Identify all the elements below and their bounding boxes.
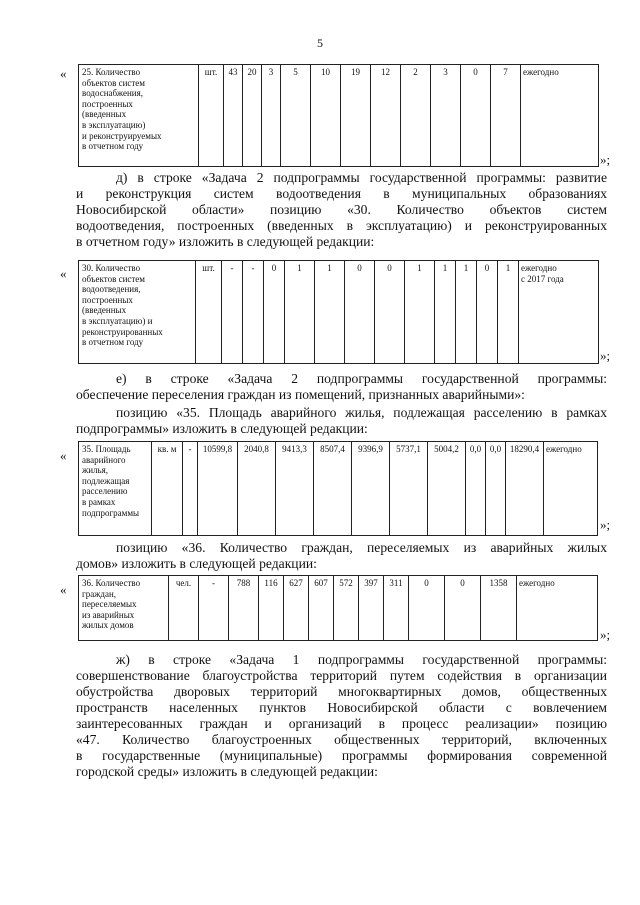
- period-cell: ежегодно: [521, 65, 599, 167]
- paragraph-zh: ж) в строке «Задача 1 подпрограммы государственной программы: совершенствование благоустройства территорий путем содействия в организации обустройства дворовых территорий многоквартирных домов, общественных пространств населенных пунктов Новосибирской области с вовлечением заинтересованных граждан и организаций в процесс реализации» позицию «47. Количество благоустроенных общественных территорий, включенных в государственные (муниципальные) программы формирования современной городской среды» изложить в следующей редакции:: [76, 652, 607, 779]
- value-cell: 572: [334, 576, 359, 641]
- unit-cell: чел.: [169, 576, 199, 641]
- value-cell: 20: [243, 65, 262, 167]
- value-cell: 5: [281, 65, 311, 167]
- page-number: 5: [317, 36, 323, 50]
- paragraph-e-position-35: позицию «35. Площадь аварийного жилья, подлежащая расселению в рамках подпрограммы» изложить в следующей редакции:: [76, 405, 607, 436]
- value-cell: 19: [341, 65, 371, 167]
- row-label: 30. Количество объектов систем водоотведения, построенных (введенных в эксплуатацию) и реконструированных в отчетном году: [79, 261, 196, 364]
- value-cell: 1: [435, 261, 456, 364]
- value-cell: 0: [445, 576, 481, 641]
- value-cell: 3: [431, 65, 461, 167]
- value-cell: 0: [477, 261, 498, 364]
- value-cell: 627: [284, 576, 309, 641]
- row-label: 25. Количество объектов систем водоснабжения, построенных (введенных в эксплуатацию) и реконструируемых в отчетном году: [79, 65, 199, 167]
- table-row: [79, 261, 599, 364]
- value-cell: 0: [345, 261, 375, 364]
- row-label: 36. Количество граждан, переселяемых из аварийных жилых домов: [79, 576, 169, 641]
- open-quote: «: [60, 266, 67, 281]
- unit-cell: шт.: [199, 65, 224, 167]
- close-quote: »;: [600, 627, 611, 642]
- period-cell: ежегодно: [544, 442, 598, 536]
- open-quote: «: [60, 66, 67, 81]
- value-cell: 1358: [481, 576, 517, 641]
- value-cell: 1: [498, 261, 519, 364]
- period-cell: ежегодно: [517, 576, 598, 641]
- table-position-36: [78, 575, 598, 641]
- unit-cell: шт.: [196, 261, 222, 364]
- table-position-35: [78, 441, 598, 536]
- value-cell: 10: [311, 65, 341, 167]
- row-label: 35. Площадь аварийного жилья, подлежащая расселению в рамках подпрограммы: [79, 442, 152, 536]
- value-cell: 10599,8: [198, 442, 238, 536]
- open-quote: «: [60, 448, 67, 463]
- value-cell: 0,0: [466, 442, 486, 536]
- table-row: [79, 65, 599, 167]
- value-cell: 0: [409, 576, 445, 641]
- value-cell: 0: [264, 261, 285, 364]
- value-cell: 43: [224, 65, 243, 167]
- value-cell: 0: [375, 261, 405, 364]
- value-cell: 397: [359, 576, 384, 641]
- value-cell: 116: [259, 576, 284, 641]
- value-cell: 311: [384, 576, 409, 641]
- table-row: [79, 576, 598, 641]
- value-cell: 7: [491, 65, 521, 167]
- value-cell: 9396,9: [352, 442, 390, 536]
- close-quote: »;: [600, 152, 611, 167]
- value-cell: 1: [315, 261, 345, 364]
- value-cell: 5004,2: [428, 442, 466, 536]
- value-cell: 8507,4: [314, 442, 352, 536]
- value-cell: -: [243, 261, 264, 364]
- value-cell: 607: [309, 576, 334, 641]
- value-cell: 9413,3: [276, 442, 314, 536]
- value-cell: 5737,1: [390, 442, 428, 536]
- value-cell: 2040,8: [238, 442, 276, 536]
- paragraph-e: е) в строке «Задача 2 подпрограммы государственной программы: обеспечение переселения граждан из помещений, признанных аварийными»:: [76, 371, 607, 402]
- close-quote: »;: [600, 517, 611, 532]
- close-quote: »;: [600, 348, 611, 363]
- value-cell: 788: [229, 576, 259, 641]
- value-cell: -: [199, 576, 229, 641]
- unit-cell: кв. м: [152, 442, 183, 536]
- value-cell: 2: [401, 65, 431, 167]
- table-position-25: [78, 64, 599, 167]
- value-cell: -: [183, 442, 198, 536]
- paragraph-position-36: позицию «36. Количество граждан, переселяемых из аварийных жилых домов» изложить в следующей редакции:: [76, 540, 607, 571]
- value-cell: 1: [285, 261, 315, 364]
- value-cell: 12: [371, 65, 401, 167]
- value-cell: 3: [262, 65, 281, 167]
- open-quote: «: [60, 582, 67, 597]
- table-position-30: [78, 260, 599, 364]
- value-cell: -: [222, 261, 243, 364]
- value-cell: 0: [461, 65, 491, 167]
- value-cell: 18290,4: [506, 442, 544, 536]
- value-cell: 0,0: [486, 442, 506, 536]
- value-cell: 1: [456, 261, 477, 364]
- table-row: [79, 442, 598, 536]
- value-cell: 1: [405, 261, 435, 364]
- period-cell: ежегодно с 2017 года: [519, 261, 599, 364]
- paragraph-d: д) в строке «Задача 2 подпрограммы государственной программы: развитие и реконструкция систем водоотведения в муниципальных образованиях Новосибирской области» позицию «30. Количество объектов систем водоотведения, построенных (введенных в эксплуатацию) и реконструированных в отчетном году» изложить в следующей редакции:: [76, 170, 607, 249]
